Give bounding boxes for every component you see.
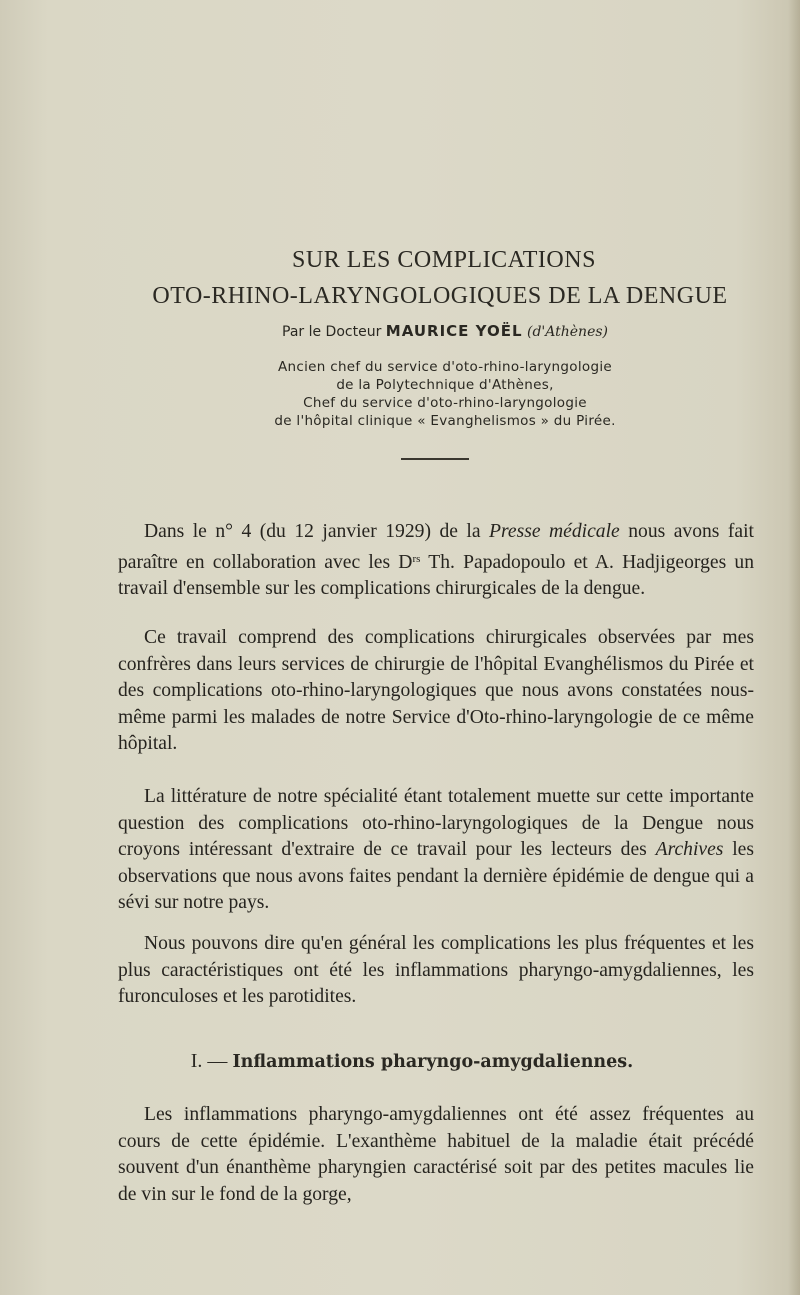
paragraph-3: [118, 784, 754, 917]
article-title-line-1: SUR LES COMPLICATIONS: [292, 247, 596, 273]
paragraph-1: [118, 519, 754, 603]
section-heading: [0, 1050, 800, 1073]
para1-text-a: Dans le n° 4 (du 12 janvier 1929) de la: [144, 521, 490, 542]
article-title-line-2: OTO-RHINO-LARYNGOLOGIQUES DE LA DENGUE: [152, 283, 728, 309]
page-edge-shadow: [788, 0, 800, 1295]
para1-text-b: nous avons fait paraître en collaboration avec les D: [118, 521, 755, 573]
para1-text-c: Th. Papadopoulo et A. Hadjigeorges un travail d'ensemble sur les complications chirurgicales de la dengue.: [118, 551, 754, 599]
journal-title: Presse médicale: [489, 521, 620, 542]
affiliation-line-3: Chef du service d'oto-rhino-laryngologie: [303, 395, 587, 411]
para4-text: Nous pouvons dire qu'en général les complications les plus fréquentes et les plus caractéristiques ont été les inflammations pharyngo-amygdaliennes, les furonculoses et les parotidites.: [118, 933, 754, 1007]
author-byline: [0, 322, 800, 340]
paragraph-2: [118, 625, 754, 758]
archives-title: Archives: [655, 839, 724, 860]
doctors-superscript: rs: [412, 552, 421, 565]
para3-text-a: La littérature de notre spécialité étant totalement muette sur cette importante question des complications oto-rhino-laryngologiques de la Dengue nous croyons intéressant d'extraire de ce travail pour les lecteurs des: [118, 786, 754, 860]
separator-rule: [401, 458, 469, 460]
affiliation-line-1: Ancien chef du service d'oto-rhino-laryngologie: [278, 359, 612, 375]
affiliation-line-2: de la Polytechnique d'Athènes,: [336, 377, 554, 393]
paragraph-4: [118, 931, 754, 1011]
para5-text: Les inflammations pharyngo-amygdaliennes ont été assez fréquentes au cours de cette épidémie. L'exanthème habituel de la maladie était précédé souvent d'un énanthème pharyngien caractérisé soit par des petites macules lie de vin sur le fond de la gorge,: [118, 1104, 754, 1205]
affiliation-line-4: de l'hôpital clinique « Evanghelismos » du Pirée.: [274, 413, 616, 429]
para2-text: Ce travail comprend des complications chirurgicales observées par mes confrères dans leurs services de chirurgie de l'hôpital Evanghélismos du Pirée et des complications oto-rhino-laryngologiques que nous avons constatées nous-même parmi les malades de notre Service d'Oto-rhino-laryngologie de ce même hôpital.: [118, 627, 754, 754]
para3-text-b: les observations que nous avons faites pendant la dernière épidémie de dengue qui a sévi sur notre pays.: [118, 839, 754, 913]
section-number: I. —: [190, 1050, 233, 1072]
paragraph-5: [118, 1102, 754, 1208]
author-place: (d'Athènes): [526, 324, 608, 340]
section-title: Inflammations pharyngo-amygdaliennes.: [232, 1052, 634, 1072]
author-name: MAURICE YOËL: [385, 322, 523, 340]
byline-prefix: Par le Docteur: [282, 324, 382, 340]
